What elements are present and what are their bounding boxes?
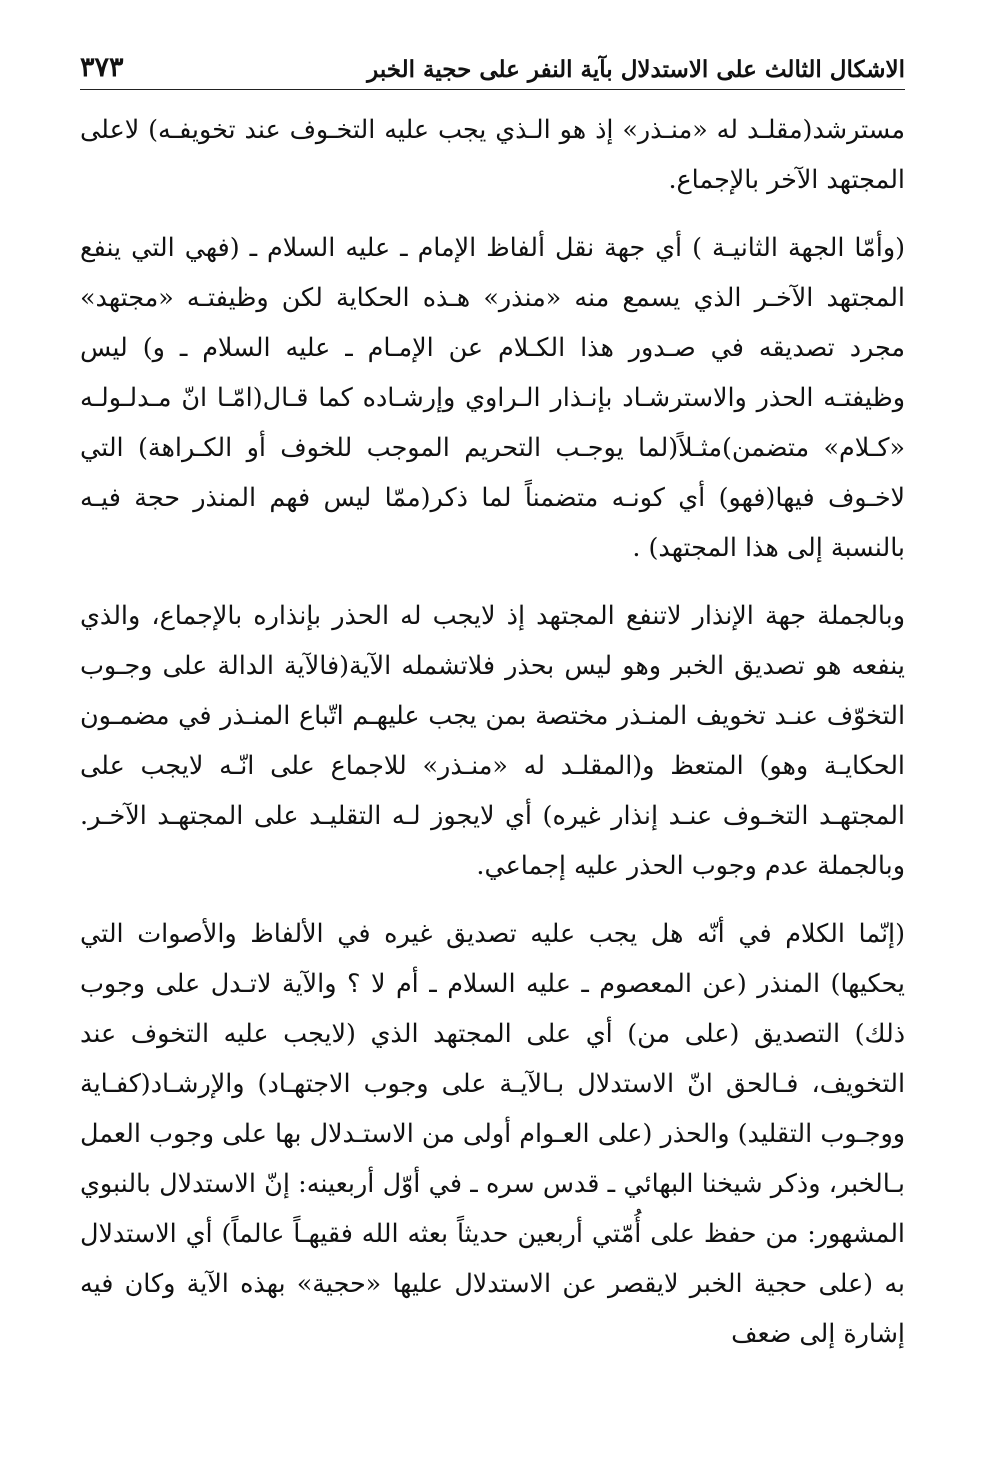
body-text xyxy=(80,104,905,1358)
page-number: ٣٧٣ xyxy=(80,52,124,83)
running-title: الاشكال الثالث على الاستدلال بآية النفر على حجية الخبر xyxy=(367,56,905,83)
paragraph: وبالجملة جهة الإنذار لاتنفع المجتهد إذ لايجب له الحذر بإنذاره بالإجماع، والذي ينفعه هو تصديق الخبر وهو ليس بحذر فلاتشمله الآية(فالآية الدالة على وجـوب التخوّف عنـد تخويف المنـذر مختصة بمن يجب عليهـم اتّباع المنـذر في مضمـون الحكايـة وهو) المتعظ و(المقلـد له «منـذر» للاجماع على انّـه لايجب على المجتهـد التخـوف عنـد إنذار غيره) أي لايجوز لـه التقليـد على المجتهـد الآخـر. وبالجملة عدم وجوب الحذر عليه إجماعي. xyxy=(80,600,905,880)
paragraph: (وأمّا الجهة الثانيـة ) أي جهة نقل ألفاظ الإمام ـ عليه السلام ـ (فهي التي ينفع المجتهد الآخـر الذي يسمع منه «منذر» هـذه الحكاية لكن وظيفتـه «مجتهد» مجرد تصديقه في صـدور هذا الكـلام عن الإمـام ـ عليه السلام ـ و) ليس وظيفتـه الحذر والاسترشـاد بإنـذار الـراوي وإرشـاده كما قـال(امّـا انّ مـدلـولـه «كـلام» متضمن)مثـلاً(لما يوجـب التحريم الموجب للخوف أو الكـراهة) التي لاخـوف فيها(فهو) أي كونـه متضمناً لما ذكر(ممّا ليس فهم المنذر حجة فيـه بالنسبة إلى هذا المجتهد) . xyxy=(80,232,905,562)
paragraph: (إنّما الكلام في أنّه هل يجب عليه تصديق غيره في الألفاظ والأصوات التي يحكيها) المنذر (عن المعصوم ـ عليه السلام ـ أم لا ؟ والآية لاتـدل على وجوب ذلك) التصديق (على من) أي على المجتهد الذي (لايجب عليه التخوف عند التخويف، فـالحق انّ الاستدلال بـالآيـة على وجوب الاجتهـاد) والإرشـاد(كفـاية ووجـوب التقليد) والحذر (على العـوام أولى من الاستـدلال بها على وجوب العمل بـالخبر، وذكر شيخنا البهائي ـ قدس سره ـ في أوّل أربعينه: إنّ الاستدلال بالنبوي المشهور: من حفظ على أُمّتي أربعين حديثاً بعثه الله فقيهـاً عالماً) أي الاستدلال به (على حجية الخبر لايقصر عن الاستدلال عليها «حجية» بهذه الآية وكان فيه إشارة إلى ضعف xyxy=(80,918,905,1348)
book-page xyxy=(80,34,905,1434)
paragraph: مسترشد(مقلـد له «منـذر» إذ هو الـذي يجب عليه التخـوف عند تخويفـه) لاعلى المجتهد الآخر بالإجماع. xyxy=(80,114,905,194)
page-header xyxy=(80,34,905,90)
